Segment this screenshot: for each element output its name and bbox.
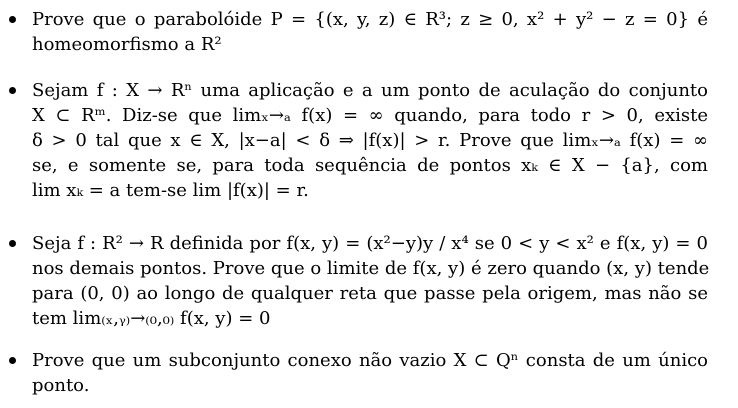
text-line: se, e somente se, para toda sequência de pontos xₖ ∈ X − {a}, com: [32, 155, 708, 176]
text-line: Seja f : R² → R definida por f(x, y) = (x²−y)y / x⁴ se 0 < y < x² e f(x, y) = 0: [32, 233, 708, 254]
bullet-icon: [9, 87, 16, 94]
text-line: δ > 0 tal que x ∈ X, |x−a| < δ ⇒ |f(x)| > r. Prove que limₓ→ₐ f(x) = ∞: [32, 130, 708, 151]
text-line: X ⊂ Rᵐ. Diz-se que limₓ→ₐ f(x) = ∞ quando, para todo r > 0, existe: [32, 105, 708, 126]
bullet-icon: [9, 16, 16, 23]
bullet-icon: [9, 357, 16, 364]
text-line: tem lim₍ₓ,ᵧ₎→₍₀,₀₎ f(x, y) = 0: [32, 308, 271, 329]
text-line: Prove que um subconjunto conexo não vazio X ⊂ Qⁿ consta de um único: [32, 350, 708, 371]
text-line: Sejam f : X → Rⁿ uma aplicação e a um ponto de aculação do conjunto: [32, 80, 708, 101]
text-line: homeomorfismo a R²: [32, 34, 222, 55]
bullet-icon: [9, 240, 16, 247]
text-line: para (0, 0) ao longo de qualquer reta que passe pela origem, mas não se: [32, 283, 708, 304]
text-line: Prove que o parabolóide P = {(x, y, z) ∈ R³; z ≥ 0, x² + y² − z = 0} é: [32, 9, 708, 30]
text-line: ponto.: [32, 375, 90, 396]
text-line: nos demais pontos. Prove que o limite de f(x, y) é zero quando (x, y) tende: [32, 258, 710, 279]
text-line: lim xₖ = a tem-se lim |f(x)| = r.: [32, 180, 309, 201]
